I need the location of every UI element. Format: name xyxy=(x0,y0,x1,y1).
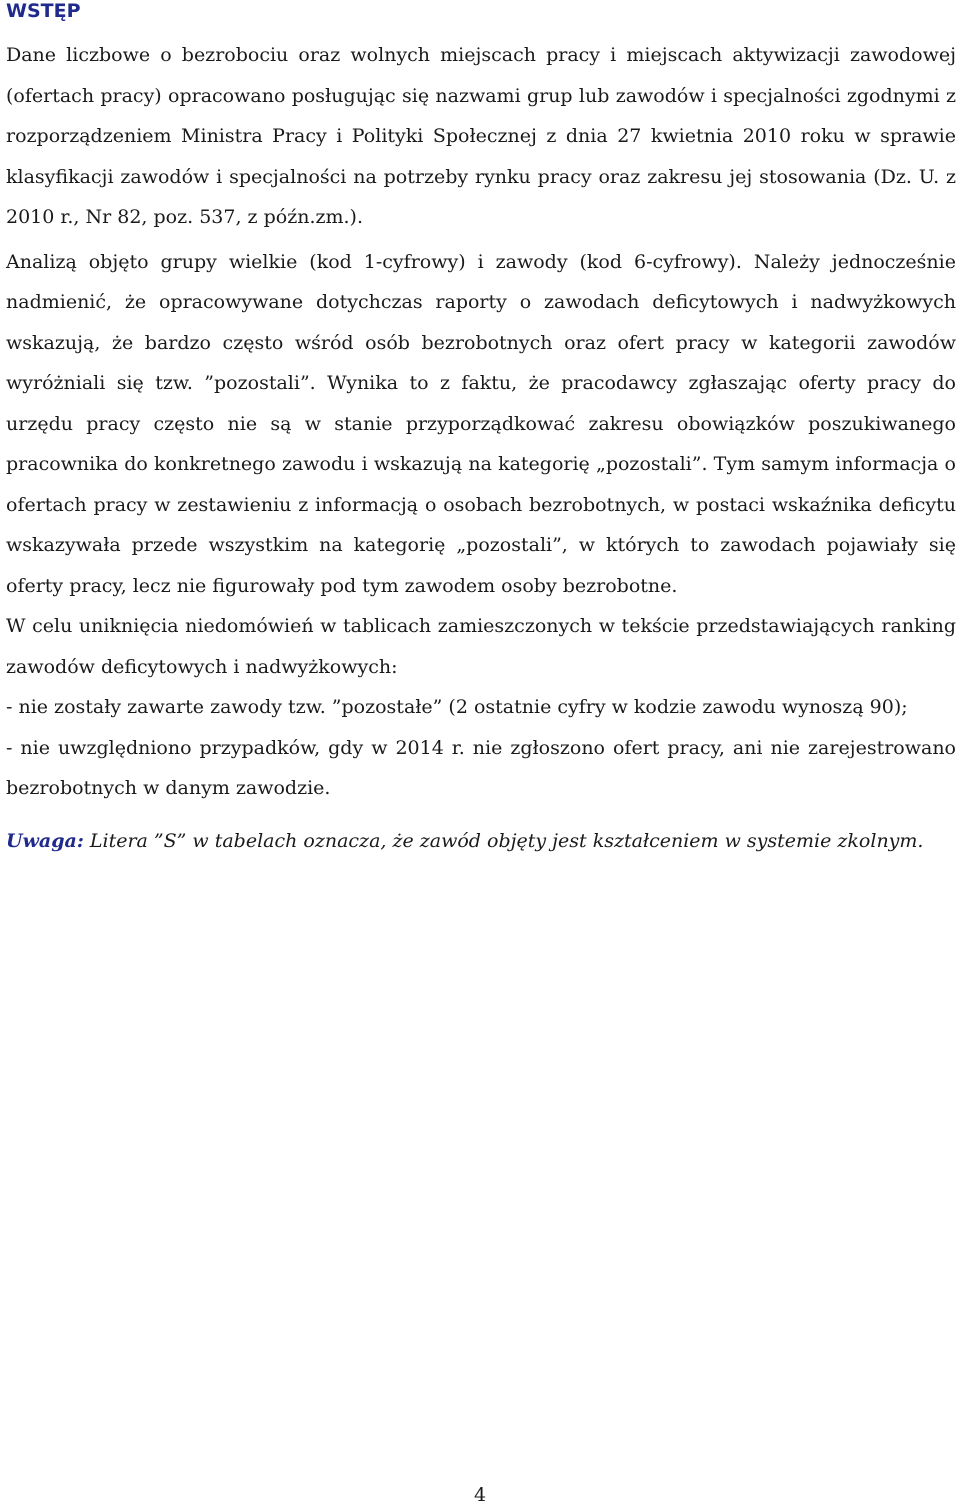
section-heading: WSTĘP xyxy=(6,0,81,22)
note xyxy=(6,821,956,862)
paragraph-table-notes-intro: W celu uniknięcia niedomówień w tablicach zamieszczonych w tekście przedstawiających ranking zawodów deficytowych i nadwyżkowych: xyxy=(6,615,956,678)
list-item-excluded-other: - nie zostały zawarte zawody tzw. ”pozostałe” (2 ostatnie cyfry w kodzie zawodu wynoszą 90); xyxy=(6,696,908,718)
list-item-excluded-empty: - nie uwzględniono przypadków, gdy w 2014 r. nie zgłoszono ofert pracy, ani nie zarejestrowano bezrobotnych w danym zawodzie. xyxy=(6,736,956,799)
note-label: Uwaga: xyxy=(6,829,84,852)
paragraph-analysis-scope: Analizą objęto grupy wielkie (kod 1-cyfrowy) i zawody (kod 6-cyfrowy). Należy jednocześnie nadmienić, że opracowywane dotychczas raporty o zawodach deficytowych i nadwyżkowych wskazują, że bardzo często wśród osób bezrobotnych oraz ofert pracy w kategorii zawodów wyróżniali się tzw. ”pozostali”. Wynika to z faktu, że pracodawcy zgłaszając oferty pracy do urzędu pracy często nie są w stanie przyporządkować zakresu obowiązków poszukiwanego pracownika do konkretnego zawodu i wskazują na kategorię „pozostali”. Tym samym informacja o ofertach pracy w zestawieniu z informacją o osobach bezrobotnych, w postaci wskaźnika deficytu wskazywała przede wszystkim na kategorię „pozostali”, w których to zawodach pojawiały się oferty pracy, lecz nie figurowały pod tym zawodem osoby bezrobotne. xyxy=(6,250,956,597)
note-text: Litera ”S” w tabelach oznacza, że zawód objęty jest kształceniem w systemie zkolnym. xyxy=(83,829,924,852)
document-page xyxy=(6,0,956,861)
page-number: 4 xyxy=(473,1484,487,1506)
paragraph-classification-source: Dane liczbowe o bezrobociu oraz wolnych miejscach pracy i miejscach aktywizacji zawodowej (ofertach pracy) opracowano posługując się nazwami grup lub zawodów i specjalności zgodnymi z rozporządzeniem Ministra Pracy i Polityki Społecznej z dnia 27 kwietnia 2010 roku w sprawie klasyfikacji zawodów i specjalności na potrzeby rynku pracy oraz zakresu jej stosowania (Dz. U. z 2010 r., Nr 82, poz. 537, z późn.zm.). xyxy=(6,44,956,228)
